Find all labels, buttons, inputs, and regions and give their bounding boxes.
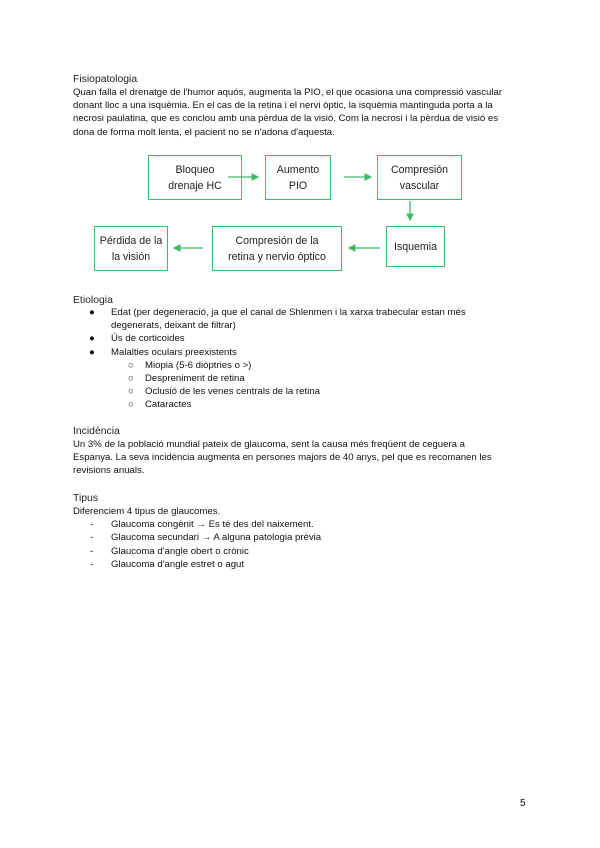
bullet-icon: ● — [89, 346, 95, 358]
hollow-bullet-icon: ○ — [128, 359, 134, 371]
paragraph-line: Un 3% de la població mundial pateix de glaucoma, sent la causa més freqüent de ceguera a — [73, 439, 465, 450]
list-item-text: degenerats, deixant de filtrar) — [111, 320, 236, 332]
list-item-text: Glaucoma d'angle obert o crònic — [111, 545, 249, 557]
list-item-text: Glaucoma d'angle estret o agut — [111, 558, 245, 570]
bullet-icon: ● — [89, 333, 95, 345]
page-number: 5 — [520, 798, 526, 809]
list-item-text: Glaucoma congènit → Es té des del naixement. — [111, 519, 314, 531]
sub-list-item-text: Miopia (5-6 diòptries o >) — [145, 359, 252, 371]
diagram-box-compresion-vascular — [377, 155, 462, 200]
list-etiologia — [73, 306, 529, 412]
bullet-icon: ● — [89, 307, 95, 318]
diagram-box-bloqueo — [148, 155, 242, 200]
sub-list-item — [73, 385, 529, 398]
list-item-text: Ús de corticoides — [111, 333, 185, 345]
dash-icon: - — [90, 545, 94, 557]
paragraph-fisiopatologia — [73, 86, 529, 139]
box-text: Aumento — [276, 163, 320, 176]
box-text: Compresión — [390, 163, 449, 176]
paragraph-line: revisions anuals. — [73, 465, 145, 477]
list-item — [73, 545, 529, 558]
sub-list-item-text: Oclusió de les venes centrals de la retina — [145, 386, 320, 398]
diagram-box-aumento — [265, 155, 331, 200]
list-item — [73, 558, 529, 571]
hollow-bullet-icon: ○ — [128, 386, 134, 398]
paragraph-line: Espanya. La seva incidència augmenta en persones majors de 40 anys, pel que es recomanen les — [73, 452, 492, 464]
list-item — [73, 306, 529, 332]
box-text: la visión — [111, 250, 151, 263]
dash-icon: - — [90, 519, 94, 531]
box-text: Compresión de la — [235, 234, 319, 247]
list-item — [73, 518, 529, 531]
box-text: Pérdida de la — [99, 234, 163, 247]
hollow-bullet-icon: ○ — [128, 399, 134, 411]
sub-list-item — [73, 359, 529, 372]
diagram-box-perdida — [94, 226, 168, 271]
box-text: Isquemia — [394, 240, 437, 253]
dash-icon: - — [90, 558, 94, 570]
section-title-incidencia: Incidència — [73, 426, 120, 437]
list-item-text: Edat (per degeneració, ja que el canal de Shlenmen i la xarxa trabecular estan més — [111, 307, 466, 318]
box-text: PIO — [288, 179, 308, 192]
hollow-bullet-icon: ○ — [128, 373, 134, 385]
sub-list-item — [73, 372, 529, 385]
box-text: retina y nervio óptico — [228, 250, 326, 263]
list-item-text: Malalties oculars preexistents — [111, 346, 237, 358]
box-text: vascular — [399, 179, 440, 192]
section-title-etiologia: Etiologia — [73, 295, 113, 306]
dash-icon: - — [90, 532, 94, 544]
list-item — [73, 531, 529, 544]
section-title-fisiopatologia: Fisiopatologia — [73, 74, 138, 85]
paragraph-line: Quan falla el drenatge de l'humor aquós, augmenta la PIO, el que ocasiona una compressió vascular — [73, 87, 503, 98]
diagram-box-isquemia — [386, 226, 445, 267]
box-text: Bloqueo — [175, 163, 215, 176]
section-title-tipus: Tipus — [73, 493, 99, 504]
paragraph-line: necrosi paulatina, que es conclou amb una pèrdua de la visió. Com la necrosi i la pèrdua de visió es — [73, 113, 499, 125]
diagram-box-compresion-retina — [212, 226, 342, 271]
list-item — [73, 332, 529, 345]
list-tipus — [73, 505, 529, 571]
paragraph-line: donant lloc a una isquèmia. En el cas de la retina i el nervi òptic, la isquèmia mantinguda porta a la — [73, 100, 493, 112]
list-item-text: Glaucoma secundari → A alguna patologia prèvia — [111, 532, 322, 544]
tipus-intro: Diferenciem 4 tipus de glaucomes. — [73, 506, 221, 517]
sub-list-item — [73, 398, 529, 411]
sub-list-item-text: Cataractes — [145, 399, 192, 411]
sub-list-item-text: Despreniment de retina — [145, 373, 245, 385]
list-item — [73, 346, 529, 359]
box-text: drenaje HC — [168, 179, 222, 192]
paragraph-incidencia — [73, 438, 529, 478]
paragraph-line: dona de forma molt lenta, el pacient no se n'adona d'aquesta. — [73, 126, 335, 138]
